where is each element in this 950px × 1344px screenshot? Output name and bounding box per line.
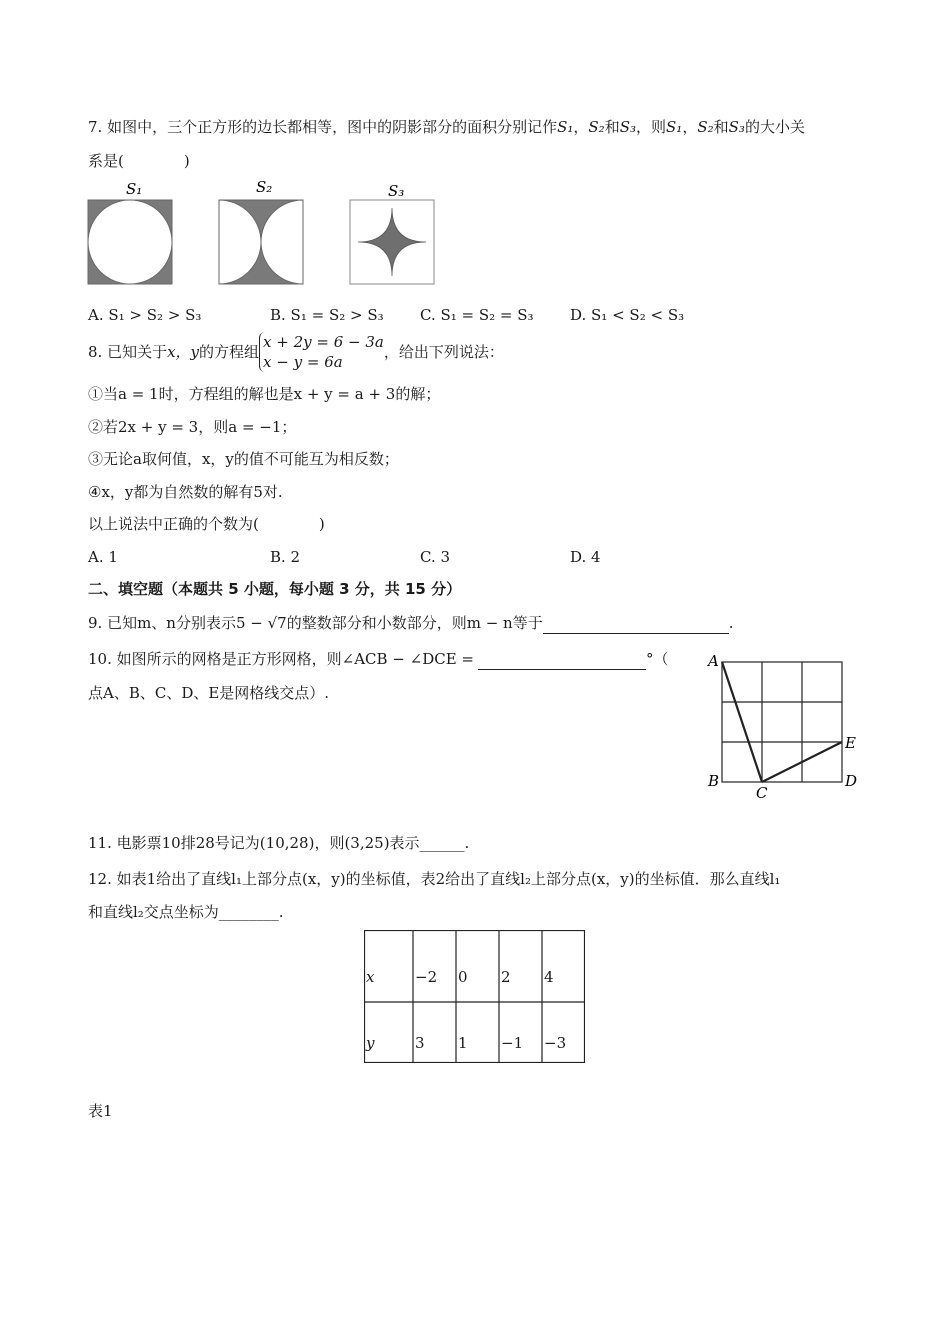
table-cell: y bbox=[366, 1034, 375, 1052]
q8-stem bbox=[88, 332, 504, 372]
q11: 11. 电影票10排28号记为(10,28)，则(3,25)表示______. bbox=[88, 834, 470, 852]
q7-fig-label-s2: S₂ bbox=[256, 178, 273, 196]
q7-stem-line2: 系是( ) bbox=[88, 152, 190, 170]
q7-s2b: S₂ bbox=[697, 118, 714, 136]
segment-ac bbox=[722, 662, 762, 782]
q8-eq1: x + 2y = 6 − 3a bbox=[263, 333, 384, 351]
q8-vars: x，y bbox=[167, 343, 200, 361]
q8-option-a[interactable]: A. 1 bbox=[88, 548, 118, 566]
q10-line2: 点A、B、C、D、E是网格线交点）. bbox=[88, 684, 330, 702]
q8-item-2: ②若2x + y = 3，则a = −1； bbox=[88, 418, 297, 436]
q7-sep2: ， bbox=[682, 118, 698, 136]
q7-option-d[interactable]: D. S₁ < S₂ < S₃ bbox=[570, 306, 685, 324]
table-cell: −2 bbox=[415, 968, 438, 986]
q10-unit: °（ bbox=[646, 650, 669, 668]
table-cell: 1 bbox=[458, 1034, 468, 1052]
q8-stem-c: ，给出下列说法： bbox=[383, 343, 504, 361]
q8-question: 以上说法中正确的个数为( ) bbox=[88, 515, 325, 533]
q8-stem-b: 的方程组 bbox=[199, 343, 260, 361]
point-c-label: C bbox=[756, 784, 768, 798]
q7-and2: 和 bbox=[713, 118, 729, 136]
q7-option-c[interactable]: C. S₁ = S₂ = S₃ bbox=[420, 306, 534, 324]
q7-s1: S₁ bbox=[557, 118, 574, 136]
q8-stem-a: 8. 已知关于 bbox=[88, 343, 168, 361]
point-d-label: D bbox=[845, 772, 858, 790]
table-cell: 4 bbox=[544, 968, 554, 986]
q8-item-1: ①当a = 1时，方程组的解也是x + y = a + 3的解； bbox=[88, 385, 441, 403]
q7-fig-s1 bbox=[88, 200, 172, 284]
point-a-label: A bbox=[708, 652, 719, 670]
q7-stem-text: 7. 如图中，三个正方形的边长都相等，图中的阴影部分的面积分别记作 bbox=[88, 118, 558, 136]
q8-equation-system bbox=[259, 332, 384, 372]
q7-tail: 的大小关 bbox=[744, 118, 805, 136]
q7-then: ，则 bbox=[636, 118, 667, 136]
table-cell: −3 bbox=[544, 1034, 567, 1052]
q8-option-c[interactable]: C. 3 bbox=[420, 548, 451, 566]
table-cell: 0 bbox=[458, 968, 468, 986]
q7-fig-s3 bbox=[350, 200, 434, 284]
q7-option-a[interactable]: A. S₁ > S₂ > S₃ bbox=[88, 306, 202, 324]
point-b-label: B bbox=[708, 772, 720, 790]
table-cell: 2 bbox=[501, 968, 511, 986]
q7-fig-label-s3: S₃ bbox=[388, 182, 405, 200]
table-cell: −1 bbox=[501, 1034, 524, 1052]
q7-sep: ， bbox=[573, 118, 589, 136]
q7-s3: S₃ bbox=[619, 118, 637, 136]
q7-s1b: S₁ bbox=[666, 118, 683, 136]
section-2-title: 二、填空题（本题共 5 小题，每小题 3 分，共 15 分） bbox=[88, 580, 462, 598]
q8-option-b[interactable]: B. 2 bbox=[270, 548, 301, 566]
q10-answer-blank[interactable] bbox=[478, 649, 646, 670]
q9 bbox=[88, 612, 734, 634]
q7-and: 和 bbox=[604, 118, 620, 136]
table-cell: 3 bbox=[415, 1034, 425, 1052]
q7-stem-line1 bbox=[88, 116, 805, 138]
q10-line1 bbox=[88, 648, 669, 670]
q10-stem: 10. 如图所示的网格是正方形网格，则∠ACB − ∠DCE = bbox=[88, 650, 474, 668]
q9-answer-blank[interactable] bbox=[543, 613, 729, 634]
q8-item-3: ③无论a取何值，x，y的值不可能互为相反数； bbox=[88, 450, 399, 468]
q8-option-d[interactable]: D. 4 bbox=[570, 548, 601, 566]
q9-end: . bbox=[728, 614, 734, 632]
q7-fig-s2 bbox=[219, 200, 303, 284]
q7-s2: S₂ bbox=[588, 118, 605, 136]
q10-grid-figure bbox=[700, 648, 870, 798]
q8-eq2: x − y = 6a bbox=[263, 353, 343, 371]
q12-table-caption: 表1 bbox=[88, 1102, 113, 1120]
q9-stem: 9. 已知m、n分别表示5 − √7的整数部分和小数部分，则m − n等于 bbox=[88, 614, 543, 632]
q7-figure bbox=[84, 178, 444, 290]
q7-option-b[interactable]: B. S₁ = S₂ > S₃ bbox=[270, 306, 384, 324]
table-cell: x bbox=[366, 968, 375, 986]
q7-fig-label-s1: S₁ bbox=[126, 180, 143, 198]
q12-line1: 12. 如表1给出了直线l₁上部分点(x，y)的坐标值，表2给出了直线l₂上部分点(x，y)的坐标值．那么直线l₁ bbox=[88, 870, 781, 888]
point-e-label: E bbox=[845, 734, 856, 752]
q7-s3b: S₃ bbox=[728, 118, 745, 136]
q8-item-4: ④x，y都为自然数的解有5对. bbox=[88, 483, 283, 501]
q12-line2: 和直线l₂交点坐标为________. bbox=[88, 903, 284, 921]
q12-table bbox=[364, 930, 585, 1063]
